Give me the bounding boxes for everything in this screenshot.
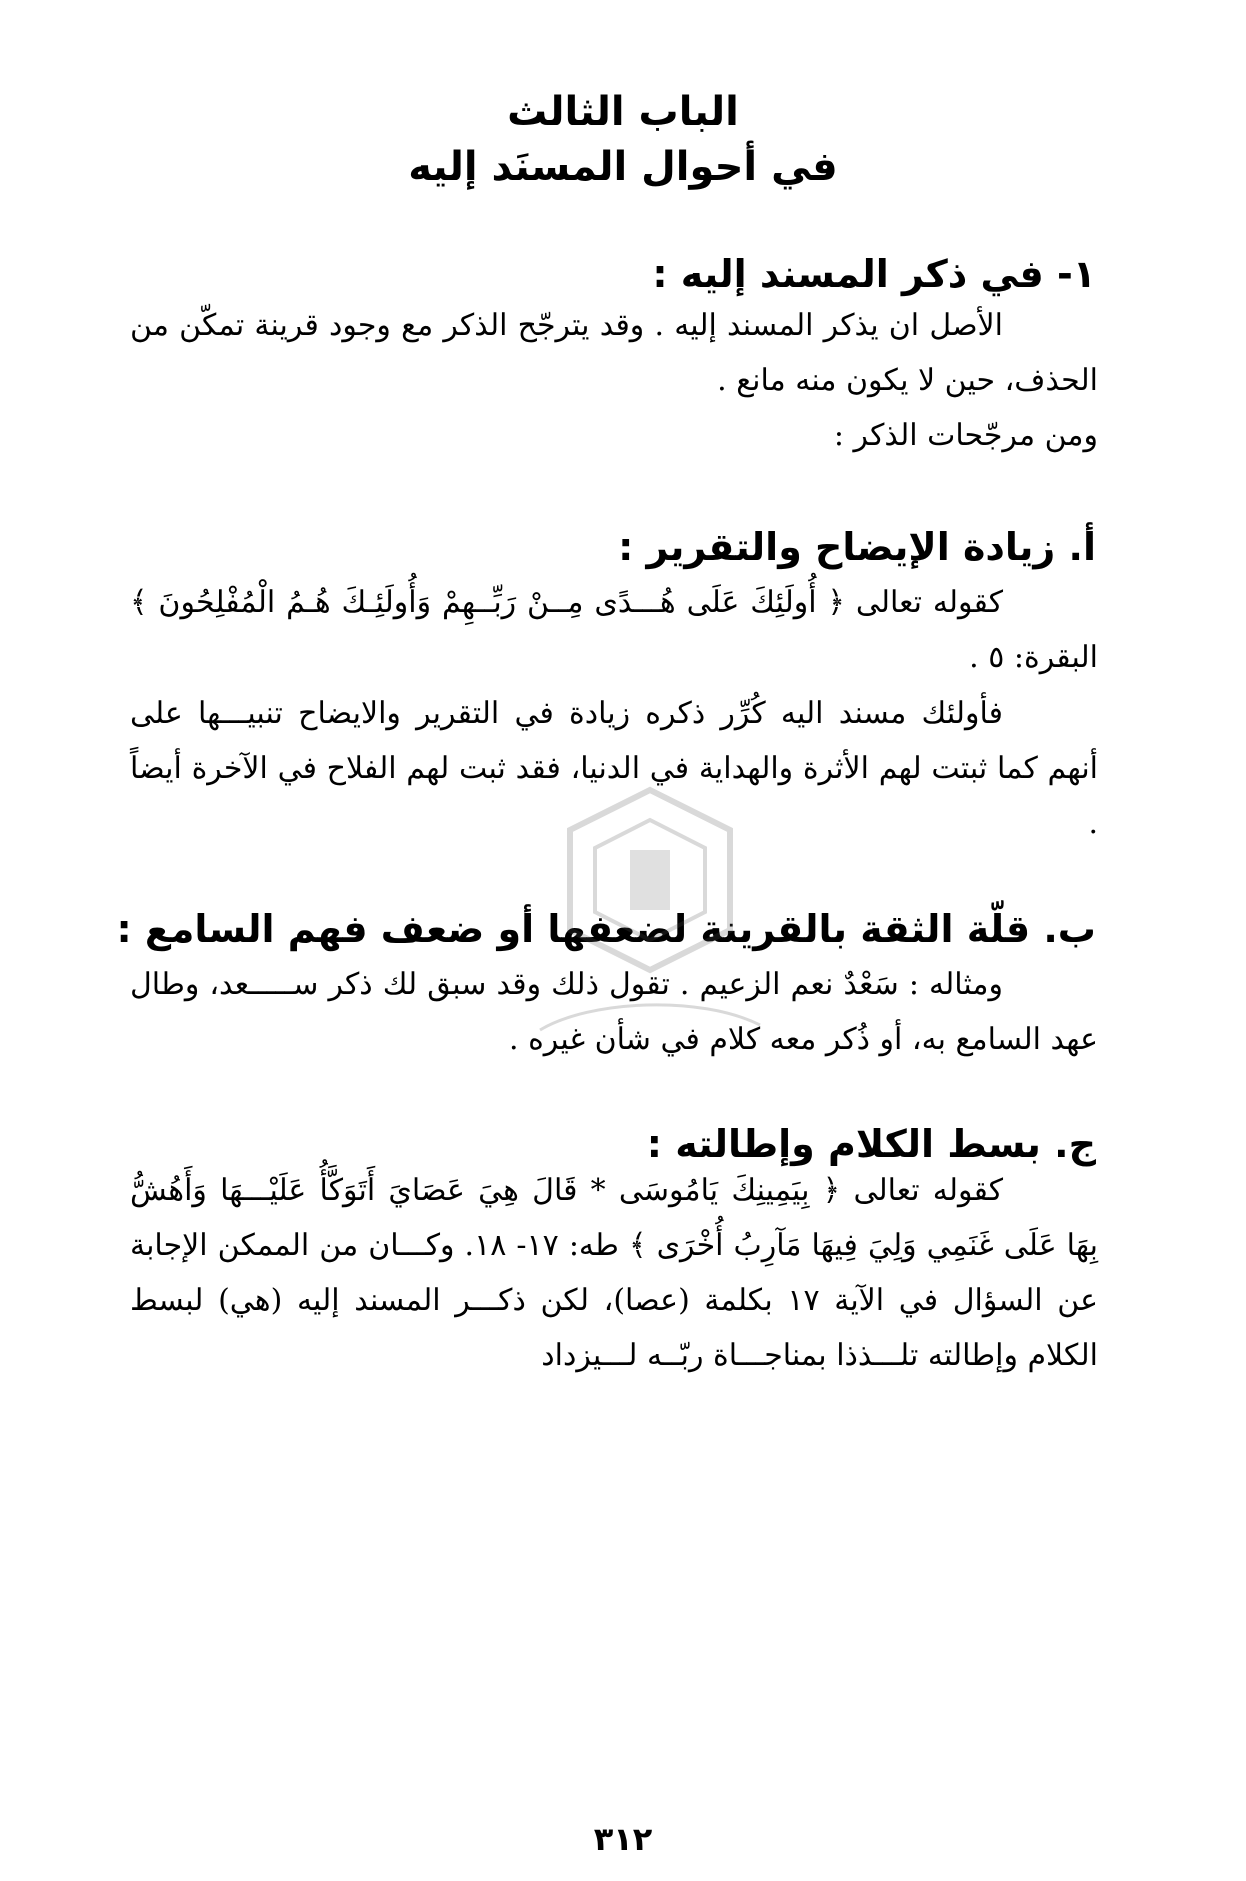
item-c-example	[130, 1163, 1098, 1383]
chapter-title: الباب الثالث	[507, 89, 739, 135]
section-1-heading: ١- في ذكر المسند إليه :	[652, 252, 1096, 296]
item-b-heading: ب. قلّة الثقة بالقرينة لضعفها أو ضعف فهم السامع :	[116, 907, 1096, 951]
item-c-heading: ج. بسط الكلام وإطالته :	[646, 1122, 1096, 1166]
watermark-center-mark	[630, 850, 670, 910]
item-a-explanation-text: فأولئك مسند اليه كُرِّر ذكره زيادة في التقرير والايضاح تنبيـــها على أنهم كما ثبتت لهم الأثرة والهداية في الدنيا، فقد ثبت لهم الفلاح في الآخرة أيضاً .	[130, 696, 1098, 841]
item-c-example-text: كقوله تعالى ﴿ بِيَمِينِكَ يَامُوسَى * قَالَ هِيَ عَصَايَ أَتَوَكَّأُ عَلَيْـــهَا وَأَهُشُّ بِهَا عَلَى غَنَمِي وَلِيَ فِيهَا مَآرِبُ أُخْرَى ﴾ طه: ١٧- ١٨. وكـــان من الممكن الإجابة عن السؤال في الآية ١٧ بكلمة (عصا)، لكن ذكـــر المسند إليه (هي) لبسط الكلام وإطالته تلـــذذا بمناجـــاة ربّــه لـــيزداد	[130, 1173, 1098, 1373]
watermark-script-swash	[540, 1005, 760, 1030]
section-1-body	[130, 298, 1098, 408]
chapter-subtitle: في أحوال المسنَد إليه	[408, 144, 838, 190]
item-b-example-text: ومثاله : سَعْدٌ نعم الزعيم . تقول ذلك وقد سبق لك ذكر ســـــعد، وطال عهد السامع به، أو ذُكر معه كلام في شأن غيره .	[130, 967, 1098, 1057]
item-a-example	[130, 575, 1098, 685]
section-1-body-text: الأصل ان يذكر المسند إليه . وقد يترجّح الذكر مع وجود قرينة تمكّن من الحذف، حين لا يكون منه مانع .	[130, 308, 1098, 398]
section-1-subheading: ومن مرجّحات الذكر :	[833, 418, 1098, 453]
watermark-logo	[520, 780, 780, 1080]
item-a-heading: أ. زيادة الإيضاح والتقرير :	[618, 525, 1096, 569]
item-a-example-text: كقوله تعالى ﴿ أُولَئِكَ عَلَى هُـــدًى مِــنْ رَبِّــهِمْ وَأُولَئِـكَ هُـمُ الْمُفْلِحُونَ ﴾ البقرة: ٥ .	[130, 585, 1098, 675]
page-number: ٣١٢	[593, 1820, 653, 1858]
